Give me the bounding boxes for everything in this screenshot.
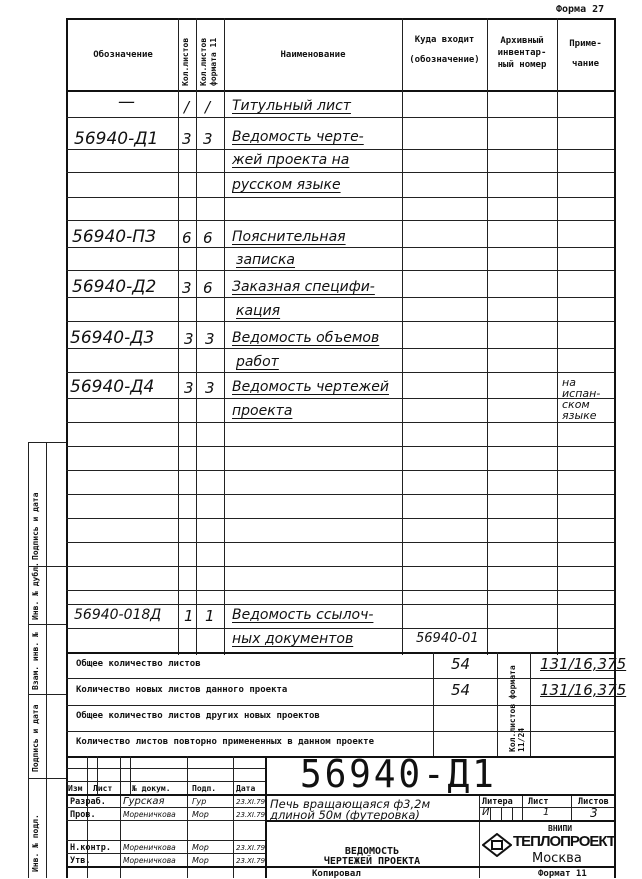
stamp-date-check: 23.XI.79 bbox=[236, 811, 266, 819]
stamp-hdr-date: Дата bbox=[236, 784, 256, 793]
row4-name-line1: Заказная специфи- bbox=[232, 279, 375, 295]
header-sheets-format11: Кол.листов формата 11 bbox=[199, 37, 218, 86]
row1-n1: / bbox=[184, 98, 190, 116]
stamp-sig-dev: Гур bbox=[192, 797, 207, 806]
totals-line bbox=[66, 678, 614, 679]
row3-name-line2: записка bbox=[236, 252, 296, 268]
margin-row bbox=[28, 442, 66, 443]
row7-name-line1: Ведомость ссылоч- bbox=[232, 607, 374, 623]
header-note-line2: чание bbox=[571, 59, 600, 69]
total-label-3: Общее количество листов других новых проектов bbox=[76, 711, 320, 721]
header-sheets-count: Кол.листов bbox=[181, 37, 190, 86]
total-fmt-1: 131/16,375 bbox=[540, 655, 627, 673]
row-line bbox=[66, 321, 614, 322]
row5-n1: 3 bbox=[184, 330, 194, 348]
row6-n2: 3 bbox=[205, 379, 215, 397]
row7-n2: 1 bbox=[205, 607, 215, 625]
doc-code: 56940-Д1 bbox=[300, 752, 497, 796]
totals-col-line bbox=[433, 652, 434, 756]
row6-name-line1: Ведомость чертежей bbox=[232, 379, 390, 395]
margin-row bbox=[28, 624, 66, 625]
col-line bbox=[402, 18, 403, 655]
row3-n2: 6 bbox=[203, 229, 213, 247]
col-line bbox=[487, 18, 488, 655]
header-where bbox=[402, 28, 487, 72]
stamp-sig-appr: Мор bbox=[192, 856, 209, 865]
row-line bbox=[66, 604, 614, 605]
row7-where: 56940-01 bbox=[416, 631, 479, 646]
row4-n1: 3 bbox=[182, 279, 192, 297]
row3-name-line1: Пояснительная bbox=[232, 229, 346, 245]
row-line bbox=[66, 590, 614, 591]
row7-code: 56940-018Д bbox=[74, 607, 162, 623]
margin-line bbox=[28, 442, 29, 878]
header-archive-line3: ный номер bbox=[497, 60, 547, 70]
col-line bbox=[196, 18, 197, 655]
stamp-col bbox=[130, 756, 131, 794]
sheet-value: 1 bbox=[543, 807, 550, 818]
row-line bbox=[66, 422, 614, 423]
stamp-col bbox=[490, 807, 491, 820]
row-line bbox=[66, 470, 614, 471]
row-line bbox=[66, 372, 614, 373]
margin-sign-date-1: Подпись и дата bbox=[31, 492, 40, 560]
total-label-2: Количество новых листов данного проекта bbox=[76, 685, 288, 695]
footer-format: Формат 11 bbox=[538, 869, 587, 879]
litera-label: Литера bbox=[482, 797, 513, 807]
total-fmt-2: 131/16,375 bbox=[540, 681, 627, 699]
totals-col-line bbox=[497, 652, 498, 756]
margin-row bbox=[28, 778, 66, 779]
row-line bbox=[66, 247, 614, 248]
row1-code: — bbox=[118, 92, 135, 112]
row2-name-line3: русском языке bbox=[232, 177, 341, 193]
stamp-hdr-list: Лист bbox=[93, 784, 113, 793]
total-value-2: 54 bbox=[451, 681, 471, 699]
row3-n1: 6 bbox=[182, 229, 192, 247]
row-line bbox=[66, 149, 614, 150]
total-label-4: Количество листов повторно примененных в данном проекте bbox=[76, 737, 375, 747]
stamp-name-ncontr: Мореничкова bbox=[123, 843, 176, 852]
stamp-role-dev: Разраб. bbox=[70, 797, 106, 807]
stamp-sig-ncontr: Мор bbox=[192, 843, 209, 852]
stamp-col bbox=[120, 756, 121, 878]
row2-n1: 3 bbox=[182, 130, 192, 148]
sheet-label: Лист bbox=[528, 797, 549, 807]
header-where-line1: Куда входит bbox=[414, 35, 475, 45]
totals-col-line bbox=[530, 652, 531, 756]
frame-left bbox=[66, 18, 68, 878]
header-designation: Обозначение bbox=[93, 50, 153, 60]
col-line bbox=[224, 18, 225, 655]
stamp-date-appr: 23.XI.79 bbox=[236, 857, 266, 865]
row-line bbox=[66, 542, 614, 543]
stamp-role-ncontr: Н.контр. bbox=[70, 843, 111, 853]
row-line bbox=[66, 398, 614, 399]
header-note bbox=[557, 34, 614, 74]
row-line bbox=[66, 297, 614, 298]
object-title-line2: длиной 50м (футеровка) bbox=[270, 808, 420, 822]
header-name: Наименование bbox=[280, 50, 346, 60]
totals-line bbox=[66, 731, 614, 732]
header-archive-line1: Архивный bbox=[500, 36, 544, 46]
stamp-hdr-izm: Изм bbox=[68, 784, 83, 793]
row6-n1: 3 bbox=[184, 379, 194, 397]
row5-code: 56940-Д3 bbox=[70, 328, 155, 348]
stamp-row bbox=[66, 781, 265, 782]
stamp-name-check: Мореничкова bbox=[123, 810, 176, 819]
row-line bbox=[66, 566, 614, 567]
row4-n2: 6 bbox=[203, 279, 213, 297]
row4-name-line2: кация bbox=[236, 303, 281, 319]
stamp-role-check: Пров. bbox=[70, 810, 96, 820]
row1-n2: / bbox=[205, 98, 211, 116]
row2-name-line1: Ведомость черте- bbox=[232, 129, 364, 145]
row-line bbox=[66, 628, 614, 629]
litera-value: И bbox=[482, 807, 490, 818]
stamp-col bbox=[512, 807, 513, 820]
row-line bbox=[66, 270, 614, 271]
row6-code: 56940-Д4 bbox=[70, 377, 155, 397]
row3-code: 56940-ПЗ bbox=[72, 227, 156, 247]
stamp-row bbox=[66, 840, 265, 841]
org-city: Москва bbox=[532, 851, 582, 866]
margin-inv-orig: Инв. № подл. bbox=[31, 814, 40, 872]
row1-name: Титульный лист bbox=[232, 98, 351, 114]
margin-sign-date-2: Подпись и дата bbox=[31, 704, 40, 772]
row6-note: на испан- ском языке bbox=[562, 376, 601, 422]
stamp-hdr-doc: № докум. bbox=[132, 784, 171, 793]
row2-n2: 3 bbox=[203, 130, 213, 148]
header-note-line1: Приме- bbox=[569, 39, 602, 49]
row-line bbox=[66, 494, 614, 495]
stamp-date-ncontr: 23.XI.79 bbox=[236, 844, 266, 852]
frame-right bbox=[614, 18, 616, 878]
footer-copied: Копировал bbox=[312, 869, 361, 879]
org-top: ВНИПИ bbox=[548, 824, 573, 833]
header-bottom bbox=[66, 90, 614, 92]
stamp-date-dev: 23.XI.79 bbox=[236, 798, 266, 806]
stamp-row bbox=[66, 820, 265, 821]
stamp-col bbox=[501, 807, 502, 820]
col-line bbox=[178, 18, 179, 655]
stamp-role-appr: Утв. bbox=[70, 856, 91, 866]
form-label: Форма 27 bbox=[556, 4, 605, 15]
stamp-col bbox=[233, 756, 234, 878]
header-archive bbox=[487, 28, 557, 78]
stamp-row bbox=[66, 853, 265, 854]
total-value-1: 54 bbox=[451, 655, 471, 673]
row-line bbox=[66, 172, 614, 173]
row7-name-line2: ных документов bbox=[232, 631, 354, 647]
org-name: ТЕПЛОПРОЕКТ bbox=[513, 833, 616, 850]
stamp-name-dev: Гурская bbox=[123, 796, 165, 807]
totals-line bbox=[66, 705, 614, 706]
stamp-sig-check: Мор bbox=[192, 810, 209, 819]
row2-name-line2: жей проекта на bbox=[232, 152, 350, 168]
stamp-hdr-sign: Подп. bbox=[192, 784, 217, 793]
stamp-row bbox=[66, 807, 265, 808]
stamp-col bbox=[187, 756, 188, 878]
row-line bbox=[66, 348, 614, 349]
col-line bbox=[557, 18, 558, 655]
header-where-line2: (обозначение) bbox=[409, 55, 480, 65]
row-line bbox=[66, 197, 614, 198]
doc-title-line2: ЧЕРТЕЖЕЙ ПРОЕКТА bbox=[323, 856, 421, 867]
row7-n1: 1 bbox=[184, 607, 194, 625]
sheets-label: Листов bbox=[578, 797, 609, 807]
table-bottom bbox=[66, 652, 614, 654]
row-line bbox=[66, 446, 614, 447]
row5-name-line2: работ bbox=[236, 354, 279, 370]
row6-name-line2: проекта bbox=[232, 403, 293, 419]
row2-code: 56940-Д1 bbox=[74, 129, 159, 149]
header-archive-line2: инвентар- bbox=[497, 48, 547, 58]
margin-line bbox=[46, 442, 47, 878]
row5-n2: 3 bbox=[205, 330, 215, 348]
margin-replace-inv: Взам. инв. № bbox=[31, 632, 40, 690]
sheets-value: 3 bbox=[590, 806, 598, 820]
teploproekt-logo-icon bbox=[482, 833, 512, 857]
total-label-1: Общее количество листов bbox=[76, 659, 201, 669]
object-title-line1: Печь вращающаяся ф3,2м bbox=[270, 797, 431, 811]
row-line bbox=[66, 518, 614, 519]
row-line bbox=[66, 117, 614, 118]
stamp-row bbox=[66, 768, 265, 769]
totals-side-label: Кол.листов формата 11/24 bbox=[508, 665, 526, 752]
doc-title-line1: ВЕДОМОСТЬ bbox=[344, 846, 400, 857]
stamp-name-appr: Мореничкова bbox=[123, 856, 176, 865]
margin-inv-dupl: Инв. № дубл. bbox=[31, 562, 40, 620]
margin-row bbox=[28, 694, 66, 695]
row-line bbox=[66, 220, 614, 221]
row4-code: 56940-Д2 bbox=[72, 277, 157, 297]
row5-name-line1: Ведомость объемов bbox=[232, 330, 380, 346]
